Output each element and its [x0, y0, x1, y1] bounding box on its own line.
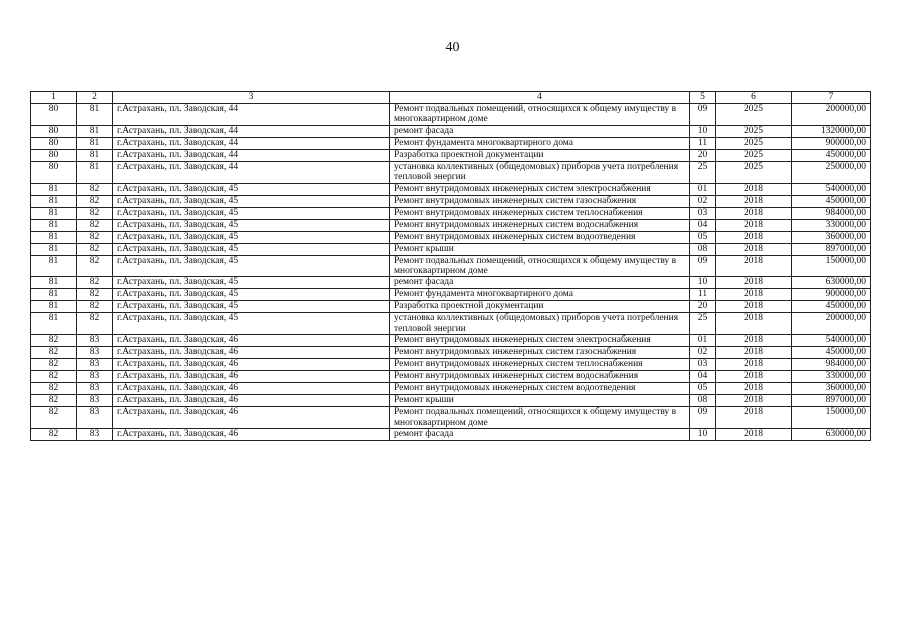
cell-work-code: 09 — [690, 407, 716, 429]
cell-work-type: Ремонт внутридомовых инженерных систем газоснабжения — [390, 195, 690, 207]
cell-year: 2025 — [716, 161, 792, 183]
cell-object-number: 83 — [77, 335, 113, 347]
table-row — [31, 231, 871, 243]
cell-year: 2018 — [716, 255, 792, 277]
cell-work-type: установка коллективных (общедомовых) приборов учета потребления тепловой энергии — [390, 161, 690, 183]
cell-year: 2018 — [716, 243, 792, 255]
cell-object-number: 82 — [77, 231, 113, 243]
cell-cost: 900000,00 — [792, 289, 871, 301]
cell-cost: 984000,00 — [792, 359, 871, 371]
cell-cost: 984000,00 — [792, 207, 871, 219]
cell-work-code: 25 — [690, 313, 716, 335]
cell-cost: 450000,00 — [792, 301, 871, 313]
cell-work-code: 03 — [690, 359, 716, 371]
cell-year: 2018 — [716, 371, 792, 383]
cell-row-number: 80 — [31, 104, 77, 126]
cell-address: г.Астрахань, пл. Заводская, 45 — [113, 219, 390, 231]
cell-object-number: 82 — [77, 243, 113, 255]
cell-year: 2018 — [716, 195, 792, 207]
cell-address: г.Астрахань, пл. Заводская, 45 — [113, 301, 390, 313]
cell-year: 2018 — [716, 289, 792, 301]
cell-work-type: Ремонт крыши — [390, 243, 690, 255]
cell-object-number: 82 — [77, 313, 113, 335]
cell-work-code: 05 — [690, 383, 716, 395]
cell-object-number: 82 — [77, 301, 113, 313]
cell-object-number: 83 — [77, 347, 113, 359]
cell-cost: 1320000,00 — [792, 125, 871, 137]
cell-work-type: Ремонт подвальных помещений, относящихся к общему имуществу в многоквартирном доме — [390, 407, 690, 429]
table-row — [31, 219, 871, 231]
cell-address: г.Астрахань, пл. Заводская, 45 — [113, 231, 390, 243]
table-row — [31, 207, 871, 219]
table-row — [31, 383, 871, 395]
cell-object-number: 82 — [77, 207, 113, 219]
cell-year: 2018 — [716, 359, 792, 371]
cell-address: г.Астрахань, пл. Заводская, 46 — [113, 407, 390, 429]
cell-work-type: Ремонт внутридомовых инженерных систем газоснабжения — [390, 347, 690, 359]
cell-year: 2018 — [716, 183, 792, 195]
cell-work-type: Ремонт внутридомовых инженерных систем водоснабжения — [390, 371, 690, 383]
cell-address: г.Астрахань, пл. Заводская, 46 — [113, 371, 390, 383]
table-row — [31, 125, 871, 137]
table-row — [31, 195, 871, 207]
cell-row-number: 81 — [31, 219, 77, 231]
cell-row-number: 82 — [31, 371, 77, 383]
cell-row-number: 80 — [31, 161, 77, 183]
cell-cost: 540000,00 — [792, 335, 871, 347]
cell-object-number: 82 — [77, 219, 113, 231]
cell-row-number: 81 — [31, 243, 77, 255]
cell-row-number: 82 — [31, 395, 77, 407]
cell-cost: 450000,00 — [792, 347, 871, 359]
cell-address: г.Астрахань, пл. Заводская, 45 — [113, 183, 390, 195]
cell-object-number: 83 — [77, 383, 113, 395]
cell-address: г.Астрахань, пл. Заводская, 44 — [113, 137, 390, 149]
cell-work-code: 09 — [690, 255, 716, 277]
cell-object-number: 82 — [77, 277, 113, 289]
cell-object-number: 83 — [77, 429, 113, 441]
cell-work-code: 04 — [690, 219, 716, 231]
cell-cost: 200000,00 — [792, 313, 871, 335]
cell-cost: 900000,00 — [792, 137, 871, 149]
page-number: 40 — [445, 40, 460, 55]
table-row — [31, 243, 871, 255]
table-row — [31, 289, 871, 301]
cell-work-type: Разработка проектной документации — [390, 301, 690, 313]
cell-work-code: 02 — [690, 195, 716, 207]
cell-work-type: Ремонт внутридомовых инженерных систем водоотведения — [390, 231, 690, 243]
cell-object-number: 81 — [77, 125, 113, 137]
cell-cost: 630000,00 — [792, 429, 871, 441]
cell-row-number: 81 — [31, 301, 77, 313]
cell-year: 2018 — [716, 219, 792, 231]
cell-address: г.Астрахань, пл. Заводская, 44 — [113, 161, 390, 183]
cell-year: 2025 — [716, 125, 792, 137]
cell-address: г.Астрахань, пл. Заводская, 45 — [113, 289, 390, 301]
cell-work-type: ремонт фасада — [390, 125, 690, 137]
cell-year: 2018 — [716, 429, 792, 441]
cell-cost: 897000,00 — [792, 395, 871, 407]
cell-work-code: 01 — [690, 335, 716, 347]
cell-address: г.Астрахань, пл. Заводская, 46 — [113, 383, 390, 395]
cell-work-code: 11 — [690, 289, 716, 301]
column-header: 2 — [77, 92, 113, 104]
cell-object-number: 83 — [77, 359, 113, 371]
cell-year: 2018 — [716, 347, 792, 359]
cell-row-number: 81 — [31, 195, 77, 207]
cell-work-type: ремонт фасада — [390, 277, 690, 289]
cell-work-type: Ремонт внутридомовых инженерных систем водоснабжения — [390, 219, 690, 231]
table-row — [31, 335, 871, 347]
cell-work-code: 25 — [690, 161, 716, 183]
cell-cost: 540000,00 — [792, 183, 871, 195]
cell-object-number: 81 — [77, 149, 113, 161]
cell-address: г.Астрахань, пл. Заводская, 45 — [113, 255, 390, 277]
table-header-row — [31, 92, 871, 104]
cell-year: 2018 — [716, 301, 792, 313]
cell-address: г.Астрахань, пл. Заводская, 45 — [113, 277, 390, 289]
cell-row-number: 81 — [31, 231, 77, 243]
table-row — [31, 183, 871, 195]
cell-year: 2018 — [716, 277, 792, 289]
table-row — [31, 371, 871, 383]
cell-work-code: 01 — [690, 183, 716, 195]
cell-object-number: 83 — [77, 371, 113, 383]
cell-address: г.Астрахань, пл. Заводская, 45 — [113, 243, 390, 255]
cell-work-code: 04 — [690, 371, 716, 383]
cell-object-number: 82 — [77, 255, 113, 277]
table-row — [31, 137, 871, 149]
cell-object-number: 81 — [77, 137, 113, 149]
cell-work-type: ремонт фасада — [390, 429, 690, 441]
cell-row-number: 82 — [31, 335, 77, 347]
cell-cost: 450000,00 — [792, 149, 871, 161]
cell-cost: 897000,00 — [792, 243, 871, 255]
table-row — [31, 407, 871, 429]
cell-row-number: 81 — [31, 277, 77, 289]
cell-work-type: Ремонт подвальных помещений, относящихся к общему имуществу в многоквартирном доме — [390, 255, 690, 277]
table-row — [31, 429, 871, 441]
cell-year: 2018 — [716, 407, 792, 429]
table-row — [31, 313, 871, 335]
cell-cost: 330000,00 — [792, 371, 871, 383]
cell-row-number: 82 — [31, 383, 77, 395]
cell-row-number: 80 — [31, 137, 77, 149]
cell-work-type: Ремонт фундамента многоквартирного дома — [390, 137, 690, 149]
cell-work-type: Разработка проектной документации — [390, 149, 690, 161]
cell-year: 2025 — [716, 137, 792, 149]
cell-address: г.Астрахань, пл. Заводская, 44 — [113, 149, 390, 161]
cell-work-code: 11 — [690, 137, 716, 149]
cell-cost: 250000,00 — [792, 161, 871, 183]
cell-cost: 150000,00 — [792, 407, 871, 429]
works-table — [30, 91, 871, 441]
cell-work-type: установка коллективных (общедомовых) приборов учета потребления тепловой энергии — [390, 313, 690, 335]
cell-row-number: 82 — [31, 347, 77, 359]
column-header: 1 — [31, 92, 77, 104]
table-row — [31, 255, 871, 277]
cell-work-type: Ремонт внутридомовых инженерных систем электроснабжения — [390, 183, 690, 195]
cell-work-code: 08 — [690, 243, 716, 255]
table-row — [31, 104, 871, 126]
cell-work-type: Ремонт внутридомовых инженерных систем водоотведения — [390, 383, 690, 395]
table-body — [31, 92, 871, 441]
cell-row-number: 80 — [31, 125, 77, 137]
cell-address: г.Астрахань, пл. Заводская, 46 — [113, 347, 390, 359]
cell-work-code: 20 — [690, 149, 716, 161]
column-header: 5 — [690, 92, 716, 104]
cell-work-code: 08 — [690, 395, 716, 407]
column-header: 4 — [390, 92, 690, 104]
cell-year: 2025 — [716, 104, 792, 126]
cell-year: 2018 — [716, 335, 792, 347]
cell-cost: 150000,00 — [792, 255, 871, 277]
cell-object-number: 81 — [77, 104, 113, 126]
cell-address: г.Астрахань, пл. Заводская, 45 — [113, 313, 390, 335]
table-row — [31, 395, 871, 407]
cell-row-number: 81 — [31, 183, 77, 195]
cell-work-type: Ремонт подвальных помещений, относящихся к общему имуществу в многоквартирном доме — [390, 104, 690, 126]
table-row — [31, 359, 871, 371]
cell-year: 2018 — [716, 313, 792, 335]
table-row — [31, 301, 871, 313]
cell-object-number: 83 — [77, 395, 113, 407]
cell-work-code: 10 — [690, 429, 716, 441]
cell-row-number: 81 — [31, 255, 77, 277]
cell-work-type: Ремонт внутридомовых инженерных систем теплоснабжения — [390, 207, 690, 219]
cell-address: г.Астрахань, пл. Заводская, 46 — [113, 395, 390, 407]
cell-row-number: 82 — [31, 429, 77, 441]
cell-work-code: 20 — [690, 301, 716, 313]
cell-address: г.Астрахань, пл. Заводская, 46 — [113, 359, 390, 371]
cell-row-number: 81 — [31, 289, 77, 301]
cell-work-code: 03 — [690, 207, 716, 219]
cell-work-code: 10 — [690, 277, 716, 289]
cell-year: 2018 — [716, 231, 792, 243]
cell-cost: 330000,00 — [792, 219, 871, 231]
cell-row-number: 82 — [31, 359, 77, 371]
cell-work-type: Ремонт крыши — [390, 395, 690, 407]
cell-cost: 450000,00 — [792, 195, 871, 207]
cell-cost: 630000,00 — [792, 277, 871, 289]
table-row — [31, 347, 871, 359]
column-header: 7 — [792, 92, 871, 104]
cell-year: 2018 — [716, 383, 792, 395]
cell-work-code: 09 — [690, 104, 716, 126]
cell-cost: 360000,00 — [792, 231, 871, 243]
cell-work-type: Ремонт фундамента многоквартирного дома — [390, 289, 690, 301]
cell-work-code: 05 — [690, 231, 716, 243]
cell-object-number: 82 — [77, 289, 113, 301]
column-header: 3 — [113, 92, 390, 104]
table-row — [31, 277, 871, 289]
cell-address: г.Астрахань, пл. Заводская, 46 — [113, 429, 390, 441]
cell-address: г.Астрахань, пл. Заводская, 45 — [113, 195, 390, 207]
cell-object-number: 83 — [77, 407, 113, 429]
cell-year: 2018 — [716, 395, 792, 407]
cell-address: г.Астрахань, пл. Заводская, 46 — [113, 335, 390, 347]
cell-work-code: 02 — [690, 347, 716, 359]
cell-address: г.Астрахань, пл. Заводская, 45 — [113, 207, 390, 219]
cell-object-number: 81 — [77, 161, 113, 183]
cell-work-type: Ремонт внутридомовых инженерных систем электроснабжения — [390, 335, 690, 347]
cell-year: 2018 — [716, 207, 792, 219]
column-header: 6 — [716, 92, 792, 104]
cell-work-code: 10 — [690, 125, 716, 137]
cell-cost: 200000,00 — [792, 104, 871, 126]
table-row — [31, 149, 871, 161]
cell-row-number: 82 — [31, 407, 77, 429]
cell-object-number: 82 — [77, 183, 113, 195]
cell-work-type: Ремонт внутридомовых инженерных систем теплоснабжения — [390, 359, 690, 371]
cell-year: 2025 — [716, 149, 792, 161]
cell-row-number: 81 — [31, 207, 77, 219]
table-row — [31, 161, 871, 183]
cell-row-number: 80 — [31, 149, 77, 161]
cell-cost: 360000,00 — [792, 383, 871, 395]
cell-address: г.Астрахань, пл. Заводская, 44 — [113, 125, 390, 137]
cell-object-number: 82 — [77, 195, 113, 207]
cell-row-number: 81 — [31, 313, 77, 335]
cell-address: г.Астрахань, пл. Заводская, 44 — [113, 104, 390, 126]
